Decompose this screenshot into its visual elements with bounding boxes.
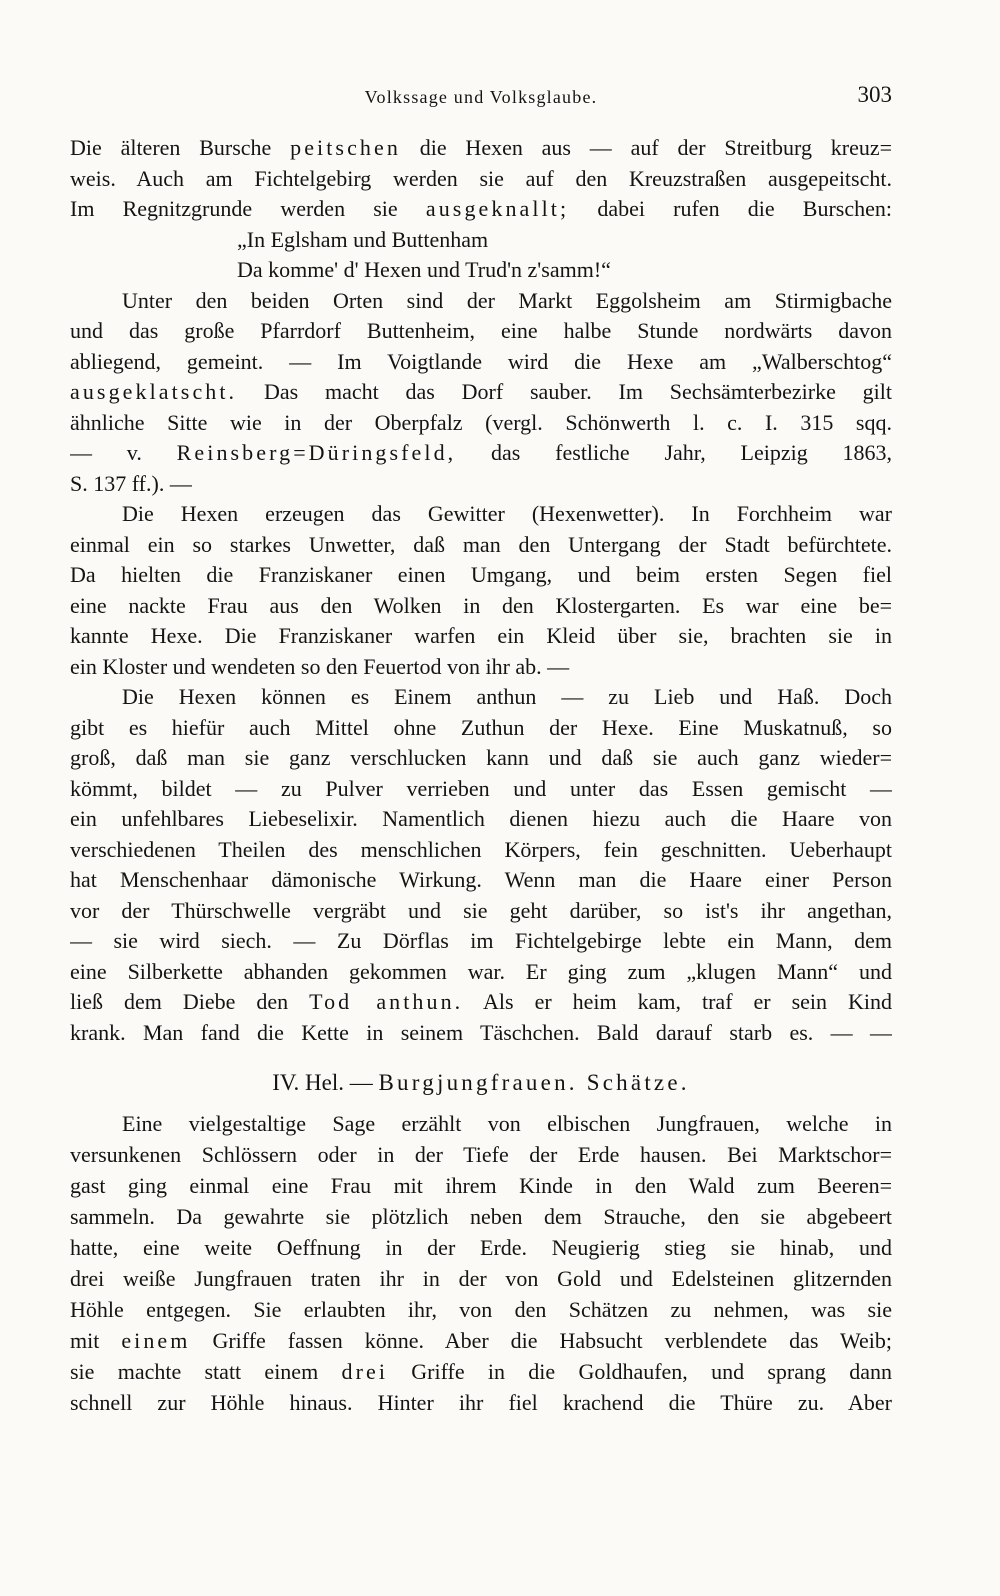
- text-segment: sammeln. Da gewahrte sie plötzlich neben dem Strauche, den sie abgebeert: [70, 1203, 892, 1229]
- text-segment: Da komme' d' Hexen und Trud'n z'samm!“: [237, 257, 611, 282]
- text-line: [70, 743, 892, 774]
- text-segment: groß, daß man sie ganz verschlucken kann und daß sie auch ganz wieder=: [70, 745, 892, 770]
- text-segment: IV. Hel. —: [272, 1069, 373, 1095]
- text-line: [70, 926, 892, 957]
- text-line: [70, 1387, 892, 1418]
- text-segment: sie machte statt einem: [70, 1358, 319, 1384]
- text-segment: verschiedenen Theilen des menschlichen Körpers, fein geschnitten. Ueberhaupt: [70, 836, 892, 862]
- text-segment: krank. Man fand die Kette in seinem Täschchen. Bald darauf starb es. — —: [70, 1019, 892, 1045]
- text-line: [70, 1068, 892, 1099]
- text-segment: ein unfehlbares Liebeselixir. Namentlich dienen hiezu auch die Haare von: [70, 806, 892, 831]
- text-segment: einmal ein so starkes Unwetter, daß man den Untergang der Stadt befürchtete.: [70, 531, 892, 557]
- text-segment: Burgjungfrauen. Schätze.: [378, 1069, 690, 1095]
- text-segment: „In Eglsham und Buttenham: [237, 226, 489, 252]
- text-segment: gast ging einmal eine Frau mit ihrem Kinde in den Wald zum Beeren=: [70, 1172, 892, 1198]
- text-segment: Reinsberg=Düringsfeld,: [176, 440, 457, 465]
- text-line: [70, 1294, 892, 1325]
- text-line: [70, 133, 892, 164]
- text-segment: drei weiße Jungfrauen traten ihr in der von Gold und Edelsteinen glitzernden: [70, 1265, 892, 1291]
- text-line: [70, 591, 892, 622]
- body-text: [70, 133, 892, 1418]
- text-segment: — sie wird siech. — Zu Dörflas im Fichtelgebirge lebte ein Mann, dem: [70, 928, 892, 953]
- text-segment: Unter den beiden Orten sind der Markt Eggolsheim am Stirmigbache: [122, 287, 892, 313]
- paragraph: [70, 133, 892, 225]
- verse-block: [70, 225, 892, 286]
- paragraph: [70, 286, 892, 500]
- text-segment: kömmt, bildet — zu Pulver verrieben und unter das Essen gemischt —: [70, 775, 892, 801]
- text-line: [70, 987, 892, 1018]
- text-line: [70, 896, 892, 927]
- text-segment: Die älteren Bursche: [70, 135, 272, 160]
- text-line: [70, 713, 892, 744]
- text-segment: ein Kloster und wendeten so den Feuertod von ihr ab. —: [70, 653, 570, 679]
- text-segment: ließ dem Diebe den: [70, 989, 289, 1014]
- text-segment: Tod anthun.: [309, 989, 464, 1014]
- text-segment: ähnliche Sitte wie in der Oberpfalz (vergl. Schönwerth l. c. I. 315 sqq.: [70, 409, 892, 435]
- text-line: [70, 1139, 892, 1170]
- running-title: Volkssage und Volksglaube.: [364, 87, 598, 107]
- text-line: [70, 194, 892, 225]
- text-segment: — v.: [70, 440, 142, 465]
- text-segment: Da hielten die Franziskaner einen Umgang, und beim ersten Segen fiel: [70, 562, 892, 587]
- text-line: [70, 865, 892, 896]
- text-segment: peitschen: [290, 135, 401, 160]
- text-segment: schnell zur Höhle hinaus. Hinter ihr fiel krachend die Thüre zu. Aber: [70, 1389, 892, 1415]
- text-line: [70, 1108, 892, 1139]
- text-line: [70, 1325, 892, 1356]
- text-line: [70, 1170, 892, 1201]
- text-line: [70, 774, 892, 805]
- text-line: [70, 469, 892, 500]
- text-line: [70, 255, 892, 286]
- text-line: [70, 682, 892, 713]
- text-line: [70, 438, 892, 469]
- text-segment: Im Regnitzgrunde werden sie: [70, 196, 398, 221]
- text-line: [70, 408, 892, 439]
- text-segment: ausgeklatscht.: [70, 379, 238, 404]
- text-line: [70, 286, 892, 317]
- text-line: [70, 621, 892, 652]
- text-segment: S. 137 ff.). —: [70, 470, 192, 496]
- text-segment: die Hexen aus — auf der Streitburg kreuz=: [419, 135, 892, 160]
- text-line: [70, 1232, 892, 1263]
- text-segment: vor der Thürschwelle vergräbt und sie geht darüber, so ist's ihr angethan,: [70, 897, 892, 923]
- text-line: [70, 164, 892, 195]
- text-segment: und das große Pfarrdorf Buttenheim, eine halbe Stunde nordwärts davon: [70, 318, 892, 343]
- text-segment: Griffe in die Goldhaufen, und sprang dann: [411, 1358, 892, 1384]
- text-line: [70, 804, 892, 835]
- text-line: [70, 1018, 892, 1049]
- text-segment: drei: [341, 1358, 389, 1384]
- text-segment: dabei rufen die Burschen:: [597, 196, 892, 221]
- text-line: [70, 316, 892, 347]
- text-line: [70, 1201, 892, 1232]
- text-segment: Eine vielgestaltige Sage erzählt von elbischen Jungfrauen, welche in: [122, 1110, 892, 1136]
- text-segment: ausgeknallt;: [425, 196, 570, 221]
- text-line: [70, 1263, 892, 1294]
- text-segment: Griffe fassen könne. Aber die Habsucht verblendete das Weib;: [212, 1327, 892, 1353]
- page-number: 303: [857, 82, 892, 107]
- text-line: [70, 530, 892, 561]
- text-line: [70, 1356, 892, 1387]
- text-segment: Als er heim kam, traf er sein Kind: [483, 989, 892, 1014]
- text-segment: versunkenen Schlössern oder in der Tiefe der Erde hausen. Bei Marktschor=: [70, 1141, 892, 1167]
- section-heading: [70, 1068, 892, 1099]
- text-segment: hatte, eine weite Oeffnung in der Erde. Neugierig stieg sie hinab, und: [70, 1234, 892, 1260]
- paragraph: [70, 499, 892, 682]
- text-segment: Die Hexen können es Einem anthun — zu Lieb und Haß. Doch: [122, 684, 892, 709]
- text-segment: eine nackte Frau aus den Wolken in den Klostergarten. Es war eine be=: [70, 592, 892, 618]
- text-segment: hat Menschenhaar dämonische Wirkung. Wenn man die Haare einer Person: [70, 867, 892, 892]
- text-segment: eine Silberkette abhanden gekommen war. Er ging zum „klugen Mann“ und: [70, 958, 892, 984]
- text-segment: abliegend, gemeint. — Im Voigtlande wird die Hexe am „Walberschtog“: [70, 348, 892, 374]
- text-segment: mit: [70, 1327, 100, 1353]
- text-line: [70, 377, 892, 408]
- text-segment: einem: [121, 1327, 191, 1353]
- text-segment: kannte Hexe. Die Franziskaner warfen ein Kleid über sie, brachten sie in: [70, 623, 892, 648]
- text-segment: das festliche Jahr, Leipzig 1863,: [491, 440, 892, 465]
- text-segment: weis. Auch am Fichtelgebirg werden sie auf den Kreuzstraßen ausgepeitscht.: [70, 165, 892, 191]
- paragraph: [70, 682, 892, 1048]
- text-segment: Höhle entgegen. Sie erlaubten ihr, von den Schätzen zu nehmen, was sie: [70, 1296, 892, 1322]
- text-line: [70, 652, 892, 683]
- text-line: [70, 957, 892, 988]
- text-line: [70, 499, 892, 530]
- text-line: [70, 835, 892, 866]
- text-line: [70, 225, 892, 256]
- text-segment: Das macht das Dorf sauber. Im Sechsämterbezirke gilt: [263, 379, 892, 404]
- text-segment: gibt es hiefür auch Mittel ohne Zuthun der Hexe. Eine Muskatnuß, so: [70, 714, 892, 740]
- text-line: [70, 560, 892, 591]
- paragraph: [70, 1108, 892, 1418]
- text-line: [70, 347, 892, 378]
- text-segment: Die Hexen erzeugen das Gewitter (Hexenwetter). In Forchheim war: [122, 501, 892, 526]
